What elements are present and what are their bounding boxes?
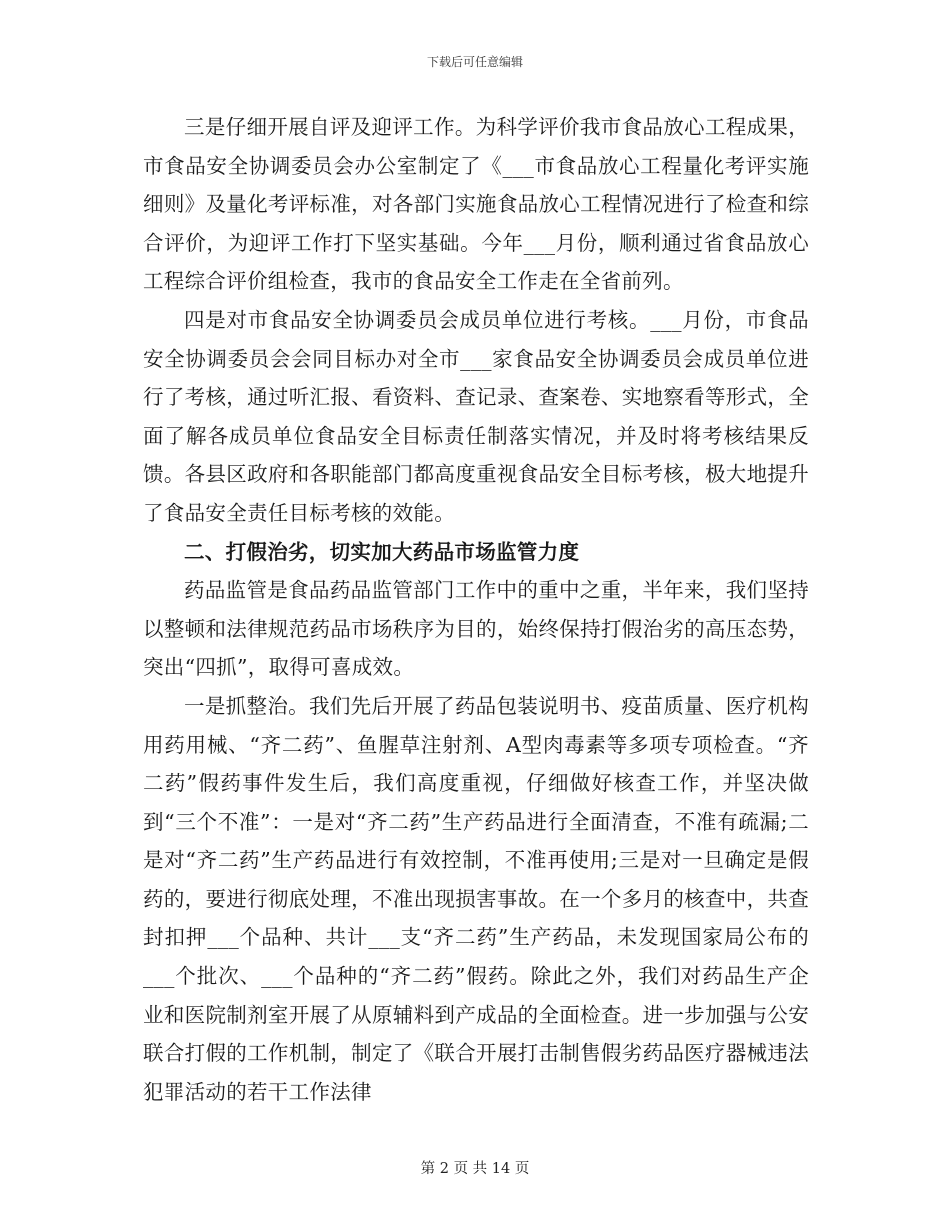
paragraph-member-assessment: 四是对市食品安全协调委员会成员单位进行考核。___月份，市食品安全协调委员会会同目标办对全市___家食品安全协调委员会成员单位进行了考核，通过听汇报、看资料、查记录、查案卷、实地察看等形式，全面了解各成员单位食品安全目标责任制落实情况，并及时将考核结果反馈。各县区政府和各职能部门都高度重视食品安全目标考核，极大地提升了食品安全责任目标考核的效能。 xyxy=(143,307,809,525)
paragraph-drug-supervision-intro: 药品监管是食品药品监管部门工作中的重中之重，半年来，我们坚持以整顿和法律规范药品市场秩序为目的，始终保持打假治劣的高压态势，突出“四抓”，取得可喜成效。 xyxy=(143,578,809,680)
paragraph-self-evaluation: 三是仔细开展自评及迎评工作。为科学评价我市食品放心工程成果，市食品安全协调委员会办公室制定了《___市食品放心工程量化考评实施细则》及量化考评标准，对各部门实施食品放心工程情况进行了检查和综合评价，为迎评工作打下坚实基础。今年___月份，顺利通过省食品放心工程综合评价组检查，我市的食品安全工作走在全省前列。 xyxy=(143,115,809,294)
document-body xyxy=(143,108,809,1111)
section-heading-drug-supervision: 二、打假治劣，切实加大药品市场监管力度 xyxy=(184,539,580,564)
page-footer: 第 2 页 共 14 页 xyxy=(420,1161,530,1177)
paragraph-rectification: 一是抓整治。我们先后开展了药品包装说明书、疫苗质量、医疗机构用药用械、“齐二药”、鱼腥草注射剂、A型肉毒素等多项专项检查。“齐二药”假药事件发生后，我们高度重视，仔细做好核查工作，并坚决做到“三个不准”：一是对“齐二药”生产药品进行全面清查，不准有疏漏;二是对“齐二药”生产药品进行有效控制，不准再使用;三是对一旦确定是假药的，要进行彻底处理，不准出现损害事故。在一个多月的核查中，共查封扣押___个品种、共计___支“齐二药”生产药品，未发现国家局公布的___个批次、___个品种的“齐二药”假药。除此之外，我们对药品生产企业和医院制剂室开展了从原辅料到产成品的全面检查。进一步加强与公安联合打假的工作机制，制定了《联合开展打击制售假劣药品医疗器械违法犯罪活动的若干工作法律 xyxy=(143,693,809,1104)
page-header: 下载后可任意编辑 xyxy=(426,55,523,69)
